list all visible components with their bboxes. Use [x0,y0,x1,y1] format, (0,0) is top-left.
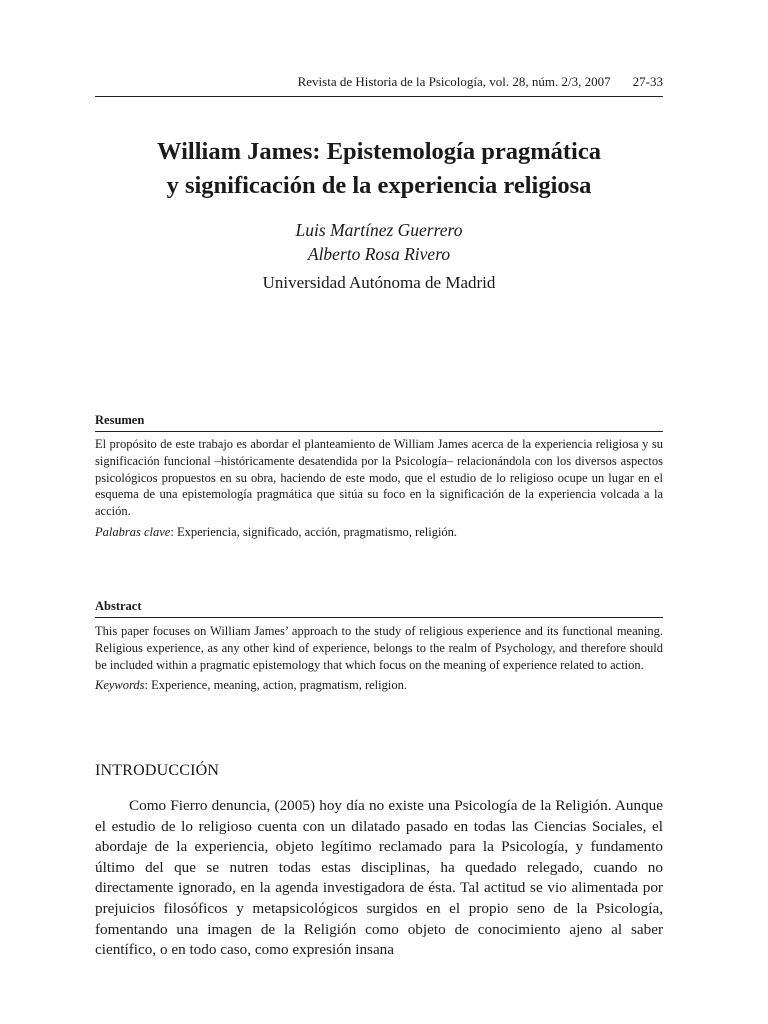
page-range: 27-33 [632,74,663,89]
abstract-heading: Abstract [95,599,142,613]
resumen-block [95,436,663,541]
keywords-list: : Experience, meaning, action, pragmatism, religion. [144,678,407,693]
affiliation: Universidad Autónoma de Madrid [262,273,496,292]
resumen-text: El propósito de este trabajo es abordar el planteamiento de William James acerca de la experiencia religiosa y su significación funcional –históricamente desatendida por la Psicología– relacionándola con los diversos aspectos psicológicos propuestos en su obra, haciendo de este modo, que el estudio de lo religioso ocupe un lugar en el esquema de una epistemología pragmática que sitúa su foco en la significación de la experiencia volcada a la acción. [95,437,663,519]
introduction-body [95,796,663,961]
journal-citation: Revista de Historia de la Psicología, vol. 28, núm. 2/3, 2007 [297,74,611,89]
section-heading: INTRODUCCIÓN [95,762,220,779]
resumen-heading: Resumen [95,413,145,427]
abstract-rule [95,617,663,618]
keywords-label: Keywords [95,678,145,693]
author-name: Luis Martínez Guerrero [295,220,463,240]
author-list [95,218,663,266]
article-title [95,135,663,203]
header-rule [95,96,663,97]
palabras-clave [95,524,663,541]
body-paragraph: Como Fierro denuncia, (2005) hoy día no existe una Psicología de la Religión. Aunque el estudio de lo religioso cuenta con un dilatado pasado en todas las Ciencias Sociales, el abordaje de la experiencia, objeto legítimo reclamado para la Psicología, y fundamento último del que se nutren todas estas disciplinas, ha quedado relegado, cuando no directamente ignorado, en la agenda investigadora de ésta. Tal actitud se vio alimentada por prejuicios filosóficos y metapsicológicos surgidos en el propio seno de la Psicología, fomentando una imagen de la Religión como objeto de conocimiento ajeno al saber científico, o en todo caso, como expresión insana [95,797,663,959]
palabras-clave-label: Palabras clave [95,524,171,539]
abstract-block [95,623,663,694]
title-line-1: William James: Epistemología pragmática [157,138,601,165]
running-head [95,74,663,90]
keywords [95,677,663,694]
resumen-rule [95,431,663,432]
title-line-2: y significación de la experiencia religiosa [166,172,592,199]
palabras-clave-list: : Experiencia, significado, acción, pragmatismo, religión. [170,524,458,539]
abstract-text: This paper focuses on William James’ approach to the study of religious experience and its functional meaning. Religious experience, as any other kind of experience, belongs to the realm of Psychology, and therefore should be included within a pragmatic epistemology that which focus on the meaning of experience related to action. [95,624,663,672]
author-name: Alberto Rosa Rivero [307,244,451,264]
